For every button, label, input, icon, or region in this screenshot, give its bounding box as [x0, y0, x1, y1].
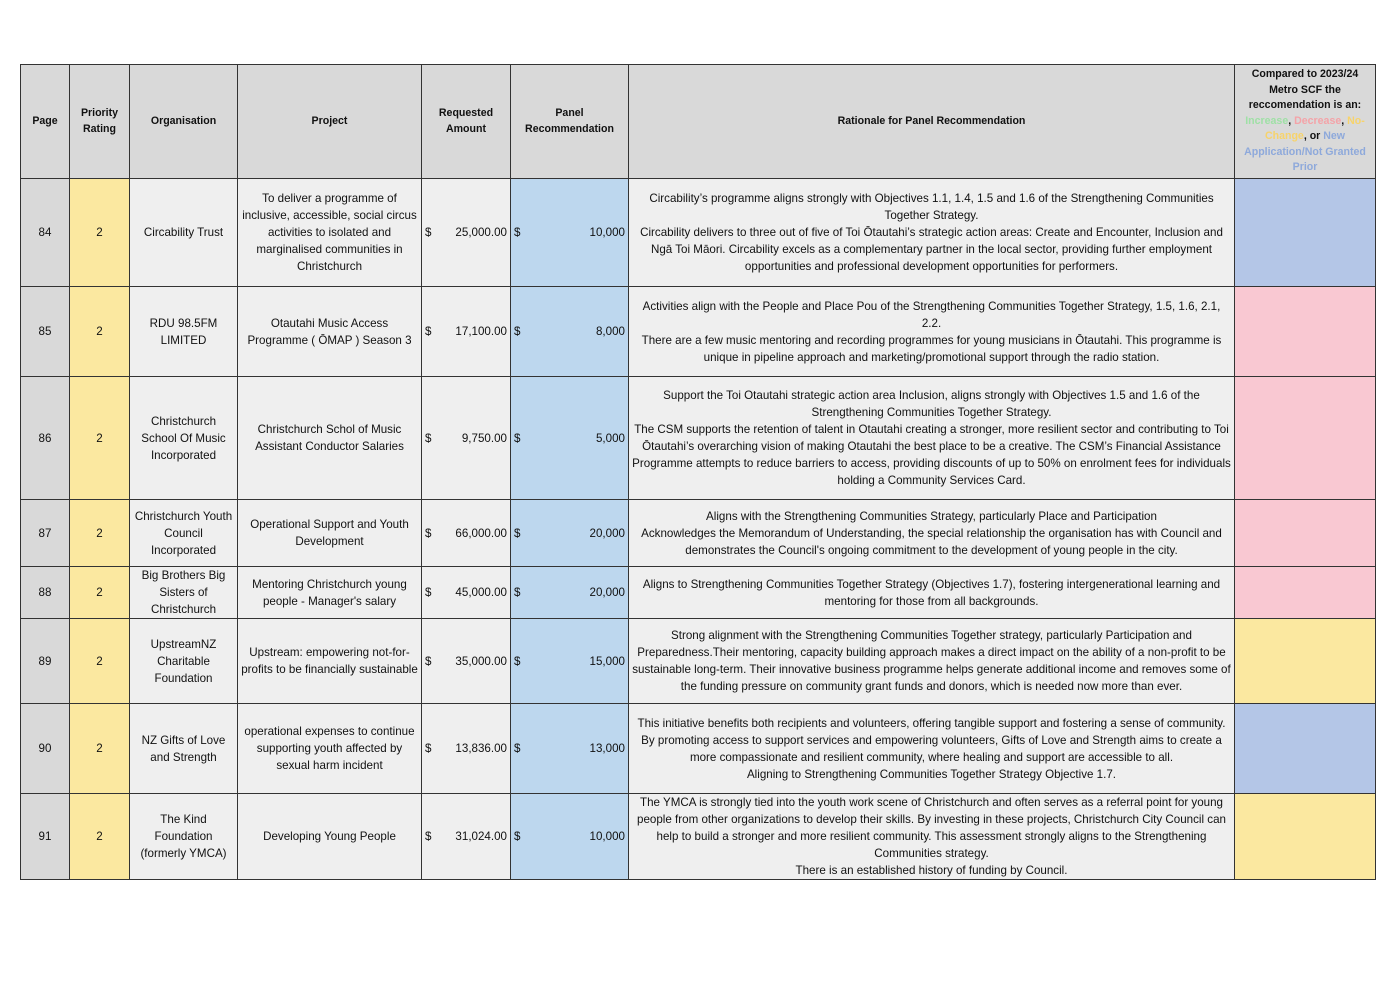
page-number-cell: 87	[21, 500, 70, 567]
recommendation-value: 10,000	[589, 226, 625, 239]
header-rationale: Rationale for Panel Recommendation	[629, 65, 1235, 179]
priority-rating-cell: 2	[70, 179, 130, 287]
recommendation-value: 20,000	[589, 586, 625, 599]
requested-amount-value: 45,000.00	[455, 586, 507, 599]
currency-symbol: $	[514, 325, 521, 338]
rationale-paragraph: Aligns with the Strengthening Communities Strategy, particularly Place and Participation	[706, 509, 1157, 523]
requested-amount-value: 66,000.00	[455, 526, 507, 540]
legend-increase: Increase	[1245, 114, 1289, 127]
currency-symbol: $	[425, 654, 432, 668]
rationale-paragraph: Strong alignment with the Strengthening Communities Together strategy, particularly Participation and Preparedness.Their mentoring, capacity building approach makes a direct impact on the ability of a non-profit to be sustainable long-term. Their innovative business programme helps generate additional income and removes some of the funding pressure on community grant funds and donors, which is needed now more than ever.	[632, 629, 1231, 693]
requested-amount-value: 35,000.00	[455, 654, 507, 668]
currency-symbol: $	[425, 526, 432, 540]
header-priority-rating: Priority Rating	[70, 65, 130, 179]
comparison-indicator-cell	[1235, 704, 1376, 794]
table-row	[21, 287, 1376, 377]
requested-amount-value: 9,750.00	[461, 431, 507, 445]
organisation-cell: NZ Gifts of Love and Strength	[130, 704, 238, 794]
requested-amount-value: 25,000.00	[455, 226, 507, 239]
page-number-cell: 88	[21, 567, 70, 619]
header-page: Page	[21, 65, 70, 179]
comparison-indicator-cell	[1235, 794, 1376, 880]
currency-symbol: $	[514, 526, 521, 540]
panel-recommendation-cell	[511, 377, 629, 500]
rationale-cell	[629, 179, 1235, 287]
organisation-cell: The Kind Foundation (formerly YMCA)	[130, 794, 238, 880]
organisation-cell: Christchurch Youth Council Incorporated	[130, 500, 238, 567]
recommendation-value: 10,000	[589, 830, 625, 843]
currency-symbol: $	[425, 830, 432, 843]
project-cell: Christchurch Schol of Music Assistant Conductor Salaries	[238, 377, 422, 500]
currency-symbol: $	[514, 742, 521, 755]
rationale-paragraph: Activities align with the People and Place Pou of the Strengthening Communities Together Strategy, 1.5, 1.6, 2.1, 2.2.	[642, 299, 1221, 330]
recommendation-value: 20,000	[589, 526, 625, 540]
project-cell: Operational Support and Youth Development	[238, 500, 422, 567]
rationale-cell	[629, 794, 1235, 880]
priority-rating-cell: 2	[70, 794, 130, 880]
comparison-indicator-cell	[1235, 619, 1376, 704]
currency-symbol: $	[514, 654, 521, 668]
requested-amount-cell	[422, 377, 511, 500]
comparison-indicator-cell	[1235, 500, 1376, 567]
priority-rating-cell: 2	[70, 619, 130, 704]
requested-amount-cell	[422, 567, 511, 619]
rationale-paragraph: There are a few music mentoring and recording programmes for young musicians in Ōtautahi. This programme is unique in pipeline approach and marketing/promotional support through the radio station.	[641, 333, 1222, 364]
rationale-paragraph: This initiative benefits both recipients and volunteers, offering tangible support and fostering a sense of community. By promoting access to support services and empowering volunteers, Gifts of Love and Strength aims to create a more compassionate and resilient community, where healing and support are accessible to all.	[637, 716, 1226, 764]
project-cell: operational expenses to continue supporting youth affected by sexual harm incident	[238, 704, 422, 794]
requested-amount-value: 17,100.00	[455, 325, 507, 338]
panel-recommendation-cell	[511, 500, 629, 567]
organisation-cell: Big Brothers Big Sisters of Christchurch	[130, 567, 238, 619]
table-row	[21, 794, 1376, 880]
currency-symbol: $	[514, 586, 521, 599]
funding-recommendations-table	[20, 64, 1376, 880]
priority-rating-cell: 2	[70, 287, 130, 377]
rationale-cell	[629, 287, 1235, 377]
rationale-cell	[629, 567, 1235, 619]
rationale-paragraph: There is an established history of funding by Council.	[795, 864, 1068, 877]
rationale-cell	[629, 500, 1235, 567]
requested-amount-cell	[422, 704, 511, 794]
rationale-paragraph: Aligning to Strengthening Communities Together Strategy Objective 1.7.	[746, 767, 1117, 781]
rationale-paragraph: Circability delivers to three out of five of Toi Ōtautahi’s strategic action areas: Create and Encounter, Inclusion and Ngā Toi Māori. Circability excels as a complementary partner in the local sector, providing further employment opportunities and professional development opportunities for performers.	[640, 226, 1223, 273]
legend-prefix: Compared to 2023/24 Metro SCF the reccomendation is an:	[1248, 68, 1362, 112]
comparison-indicator-cell	[1235, 179, 1376, 287]
project-cell: Upstream: empowering not-for-profits to be financially sustainable	[238, 619, 422, 704]
project-cell: Otautahi Music Access Programme ( ŌMAP ) Season 3	[238, 287, 422, 377]
table-row	[21, 377, 1376, 500]
rationale-paragraph: The YMCA is strongly tied into the youth work scene of Christchurch and often serves as a referral point for young people from other organizations to develop their skills. By investing in these projects, Christchurch City Council can help to build a stronger and more resilient community. This assessment strongly aligns to the Strengthening Communities strategy.	[637, 796, 1226, 860]
organisation-cell: UpstreamNZ Charitable Foundation	[130, 619, 238, 704]
page-number-cell: 85	[21, 287, 70, 377]
table-row	[21, 704, 1376, 794]
panel-recommendation-cell	[511, 567, 629, 619]
header-panel-recommendation: Panel Recommendation	[511, 65, 629, 179]
header-organisation: Organisation	[130, 65, 238, 179]
requested-amount-cell	[422, 287, 511, 377]
project-cell: Developing Young People	[238, 794, 422, 880]
requested-amount-value: 31,024.00	[455, 830, 507, 843]
currency-symbol: $	[425, 226, 432, 239]
project-cell: To deliver a programme of inclusive, accessible, social circus activities to isolated and marginalised communities in Christchurch	[238, 179, 422, 287]
legend-no-change: No-Change	[1264, 114, 1365, 143]
currency-symbol: $	[425, 431, 432, 445]
comparison-indicator-cell	[1235, 287, 1376, 377]
priority-rating-cell: 2	[70, 567, 130, 619]
comparison-indicator-cell	[1235, 567, 1376, 619]
rationale-paragraph: Aligns to Strengthening Communities Together Strategy (Objectives 1.7), fostering intergenerational learning and mentoring for those from all backgrounds.	[642, 577, 1221, 608]
requested-amount-cell	[422, 500, 511, 567]
organisation-cell: RDU 98.5FM LIMITED	[130, 287, 238, 377]
page-number-cell: 90	[21, 704, 70, 794]
currency-symbol: $	[514, 226, 521, 239]
recommendation-value: 13,000	[589, 742, 625, 755]
currency-symbol: $	[514, 431, 521, 445]
rationale-cell	[629, 619, 1235, 704]
rationale-paragraph: The CSM supports the retention of talent in Otautahi creating a stronger, more resilient sector and contributing to Toi Ōtautahi’s overarching vision of making Otautahi the best place to be a creative. The CSM’s Financial Assistance Programme attempts to reduce barriers to access, providing discounts of up to 50% on enrolment fees for individuals holding a Community Services Card.	[632, 423, 1231, 487]
legend-or: or	[1309, 130, 1321, 143]
rationale-cell	[629, 704, 1235, 794]
panel-recommendation-cell	[511, 287, 629, 377]
currency-symbol: $	[425, 325, 432, 338]
page-number-cell: 89	[21, 619, 70, 704]
rationale-paragraph: Support the Toi Otautahi strategic action area Inclusion, aligns strongly with Objectives 1.5 and 1.6 of the Strengthening Communities Together Strategy.	[663, 389, 1200, 419]
rationale-paragraph: Circability’s programme aligns strongly with Objectives 1.1, 1.4, 1.5 and 1.6 of the Strengthening Communities Together Strategy.	[649, 192, 1214, 222]
rationale-paragraph: Acknowledges the Memorandum of Understanding, the special relationship the organisation has with Council and demonstrates the Council's ongoing commitment to the development of young people in the city.	[641, 526, 1222, 557]
table-row	[21, 179, 1376, 287]
legend-new: New Application/Not Granted Prior	[1244, 130, 1366, 174]
header-comparison-legend: Compared to 2023/24 Metro SCF the reccomendation is an: Increase, Decrease, No-Change, or New Application/Not Granted Prior	[1235, 65, 1376, 179]
comparison-indicator-cell	[1235, 377, 1376, 500]
priority-rating-cell: 2	[70, 377, 130, 500]
page-number-cell: 84	[21, 179, 70, 287]
page-number-cell: 86	[21, 377, 70, 500]
panel-recommendation-cell	[511, 704, 629, 794]
header-row	[21, 65, 1376, 179]
rationale-cell	[629, 377, 1235, 500]
organisation-cell: Circability Trust	[130, 179, 238, 287]
panel-recommendation-cell	[511, 794, 629, 880]
requested-amount-cell	[422, 794, 511, 880]
currency-symbol: $	[425, 742, 432, 755]
header-requested-amount: Requested Amount	[422, 65, 511, 179]
requested-amount-cell	[422, 619, 511, 704]
table-row	[21, 567, 1376, 619]
table-row	[21, 619, 1376, 704]
project-cell: Mentoring Christchurch young people - Manager's salary	[238, 567, 422, 619]
organisation-cell: Christchurch School Of Music Incorporated	[130, 377, 238, 500]
table-row	[21, 500, 1376, 567]
page-number-cell: 91	[21, 794, 70, 880]
header-project: Project	[238, 65, 422, 179]
recommendation-value: 5,000	[595, 431, 625, 445]
panel-recommendation-cell	[511, 619, 629, 704]
requested-amount-cell	[422, 179, 511, 287]
priority-rating-cell: 2	[70, 704, 130, 794]
panel-recommendation-cell	[511, 179, 629, 287]
recommendation-value: 8,000	[595, 325, 625, 338]
priority-rating-cell: 2	[70, 500, 130, 567]
recommendation-value: 15,000	[589, 654, 625, 668]
requested-amount-value: 13,836.00	[455, 742, 507, 755]
legend-decrease: Decrease	[1294, 114, 1342, 127]
currency-symbol: $	[514, 830, 521, 843]
currency-symbol: $	[425, 586, 432, 599]
